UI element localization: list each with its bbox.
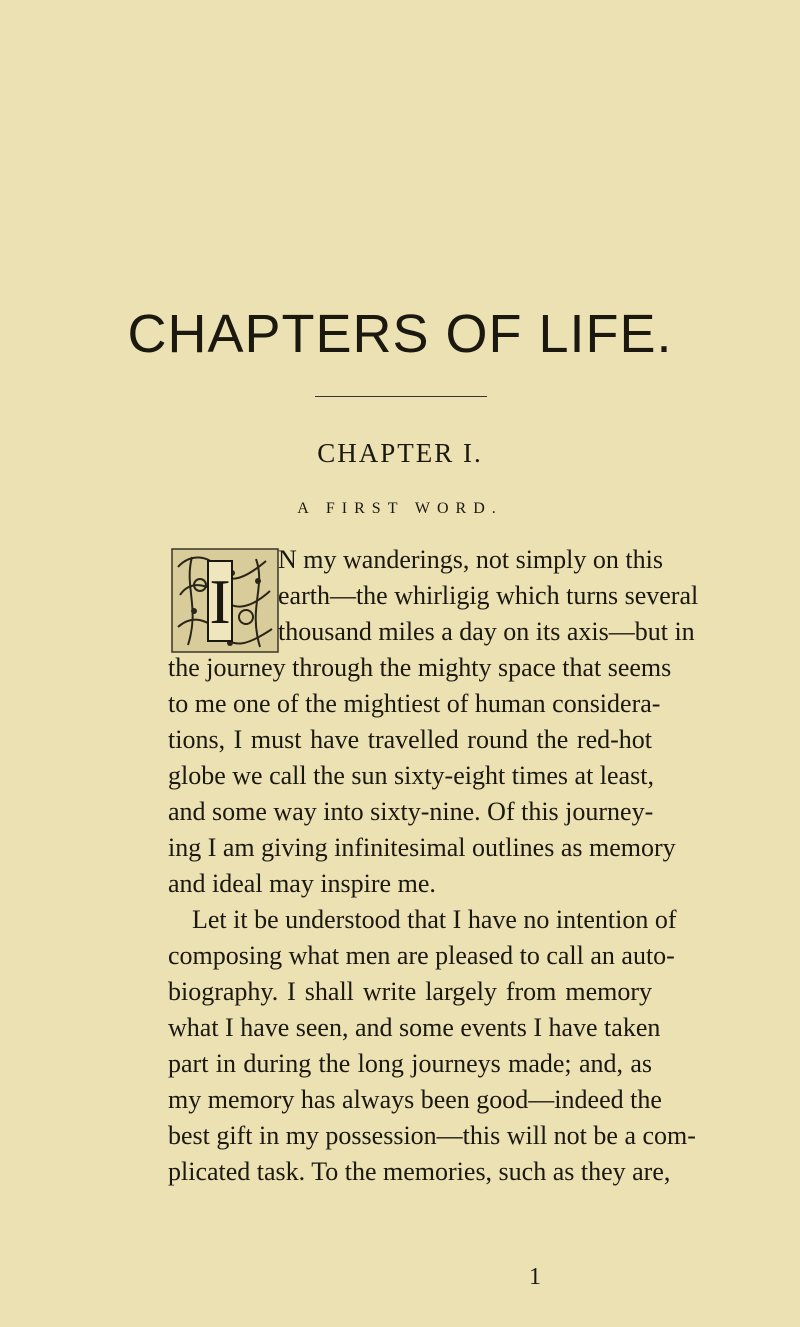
text-line: tions, I must have travelled round the red-hot — [168, 725, 652, 754]
book-title: CHAPTERS OF LIFE. — [127, 304, 673, 364]
chapter-heading: CHAPTER I. — [317, 438, 483, 468]
text-line: N my wanderings, not simply on this — [278, 545, 663, 574]
text-line: part in during the long journeys made; and, as — [168, 1049, 652, 1078]
text-line: to me one of the mightiest of human considera- — [168, 689, 661, 718]
text-line: ing I am giving infinitesimal outlines as memory — [168, 833, 676, 862]
text-line: best gift in my possession—this will not be a com- — [168, 1121, 696, 1150]
text-line: and some way into sixty-nine. Of this journey- — [168, 797, 654, 826]
text-line: Let it be understood that I have no intention of — [192, 905, 677, 934]
page-number: 1 — [529, 1264, 541, 1290]
text-line: plicated task. To the memories, such as they are, — [168, 1157, 671, 1186]
text-line: earth—the whirligig which turns several — [278, 581, 699, 610]
text-line: and ideal may inspire me. — [168, 869, 436, 898]
text-line: the journey through the mighty space that seems — [168, 653, 672, 682]
text-line: biography. I shall write largely from memory — [168, 977, 652, 1006]
svg-text:I: I — [209, 566, 231, 637]
text-line: composing what men are pleased to call an auto- — [168, 941, 675, 970]
text-line: globe we call the sun sixty-eight times at least, — [168, 761, 654, 790]
text-line: what I have seen, and some events I have taken — [168, 1013, 661, 1042]
text-line: thousand miles a day on its axis—but in — [278, 617, 695, 646]
text-line: my memory has always been good—indeed the — [168, 1085, 662, 1114]
chapter-subtitle: A FIRST WORD. — [297, 500, 503, 517]
